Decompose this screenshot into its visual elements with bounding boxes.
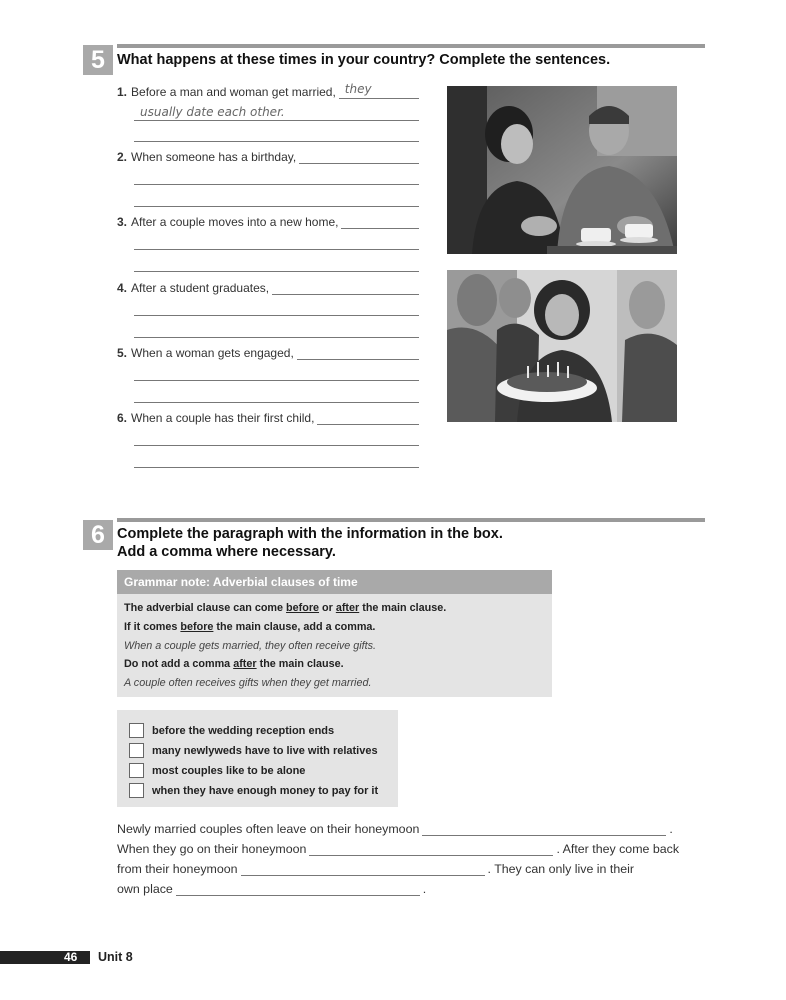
grammar-example-2: A couple often receives gifts when they get married.: [124, 677, 372, 689]
options-box: [117, 710, 398, 807]
paragraph-line-1: Newly married couples often leave on their honeymoon .: [117, 822, 673, 836]
question-3: 3. After a couple moves into a new home,: [117, 213, 419, 229]
option-item[interactable]: most couples like to be alone: [129, 763, 305, 778]
answer-blank-6[interactable]: [317, 411, 419, 425]
answer-blank-3[interactable]: [341, 215, 419, 229]
grammar-rule-1: The adverbial clause can come before or after the main clause.: [124, 602, 447, 614]
checkbox[interactable]: [129, 723, 144, 738]
checkbox[interactable]: [129, 783, 144, 798]
answer-blank-1[interactable]: [339, 82, 419, 99]
grammar-note-box: [117, 570, 552, 697]
section-6-rule: [117, 518, 705, 522]
paragraph-line-4: own place .: [117, 882, 427, 896]
section-6-title-line-2: Add a comma where necessary.: [117, 544, 336, 560]
grammar-note-heading: Grammar note: Adverbial clauses of time: [117, 570, 552, 594]
handwritten-answer-1b: usually date each other.: [140, 105, 285, 119]
paragraph-blank-3[interactable]: [241, 863, 485, 876]
unit-label: Unit 8: [98, 950, 133, 964]
section-6-title-line-1: Complete the paragraph with the information in the box.: [117, 526, 503, 542]
answer-blank-2[interactable]: [299, 150, 419, 164]
paragraph-line-2: When they go on their honeymoon . After they come back: [117, 842, 680, 856]
question-1: 1. Before a man and woman get married, they: [117, 83, 419, 99]
question-2: 2. When someone has a birthday,: [117, 148, 419, 164]
photo-couple-cafe: [447, 86, 677, 254]
handwritten-answer-1a: they: [344, 82, 372, 96]
grammar-example-1: When a couple gets married, they often receive gifts.: [124, 640, 377, 652]
question-4: 4. After a student graduates,: [117, 279, 419, 295]
paragraph-line-3: from their honeymoon . They can only live in their: [117, 862, 634, 876]
grammar-rule-3: Do not add a comma after the main clause.: [124, 658, 344, 670]
page-number: 46: [64, 950, 78, 964]
section-5-number: 5: [83, 45, 113, 75]
section-5-title: What happens at these times in your country? Complete the sentences.: [117, 52, 611, 68]
photo-birthday-cake: [447, 270, 677, 422]
answer-blank-5[interactable]: [297, 346, 419, 360]
option-item[interactable]: before the wedding reception ends: [129, 723, 334, 738]
section-5-rule: [117, 44, 705, 48]
section-6-number: 6: [83, 520, 113, 550]
option-item[interactable]: when they have enough money to pay for it: [129, 783, 378, 798]
answer-blank-4[interactable]: [272, 281, 419, 295]
option-item[interactable]: many newlyweds have to live with relatives: [129, 743, 378, 758]
checkbox[interactable]: [129, 743, 144, 758]
checkbox[interactable]: [129, 763, 144, 778]
paragraph-blank-1[interactable]: [422, 823, 666, 836]
grammar-rule-2: If it comes before the main clause, add a comma.: [124, 621, 376, 633]
paragraph-blank-2[interactable]: [309, 843, 553, 856]
question-6: 6. When a couple has their first child,: [117, 409, 419, 425]
question-5: 5. When a woman gets engaged,: [117, 344, 419, 360]
paragraph-blank-4[interactable]: [176, 883, 420, 896]
